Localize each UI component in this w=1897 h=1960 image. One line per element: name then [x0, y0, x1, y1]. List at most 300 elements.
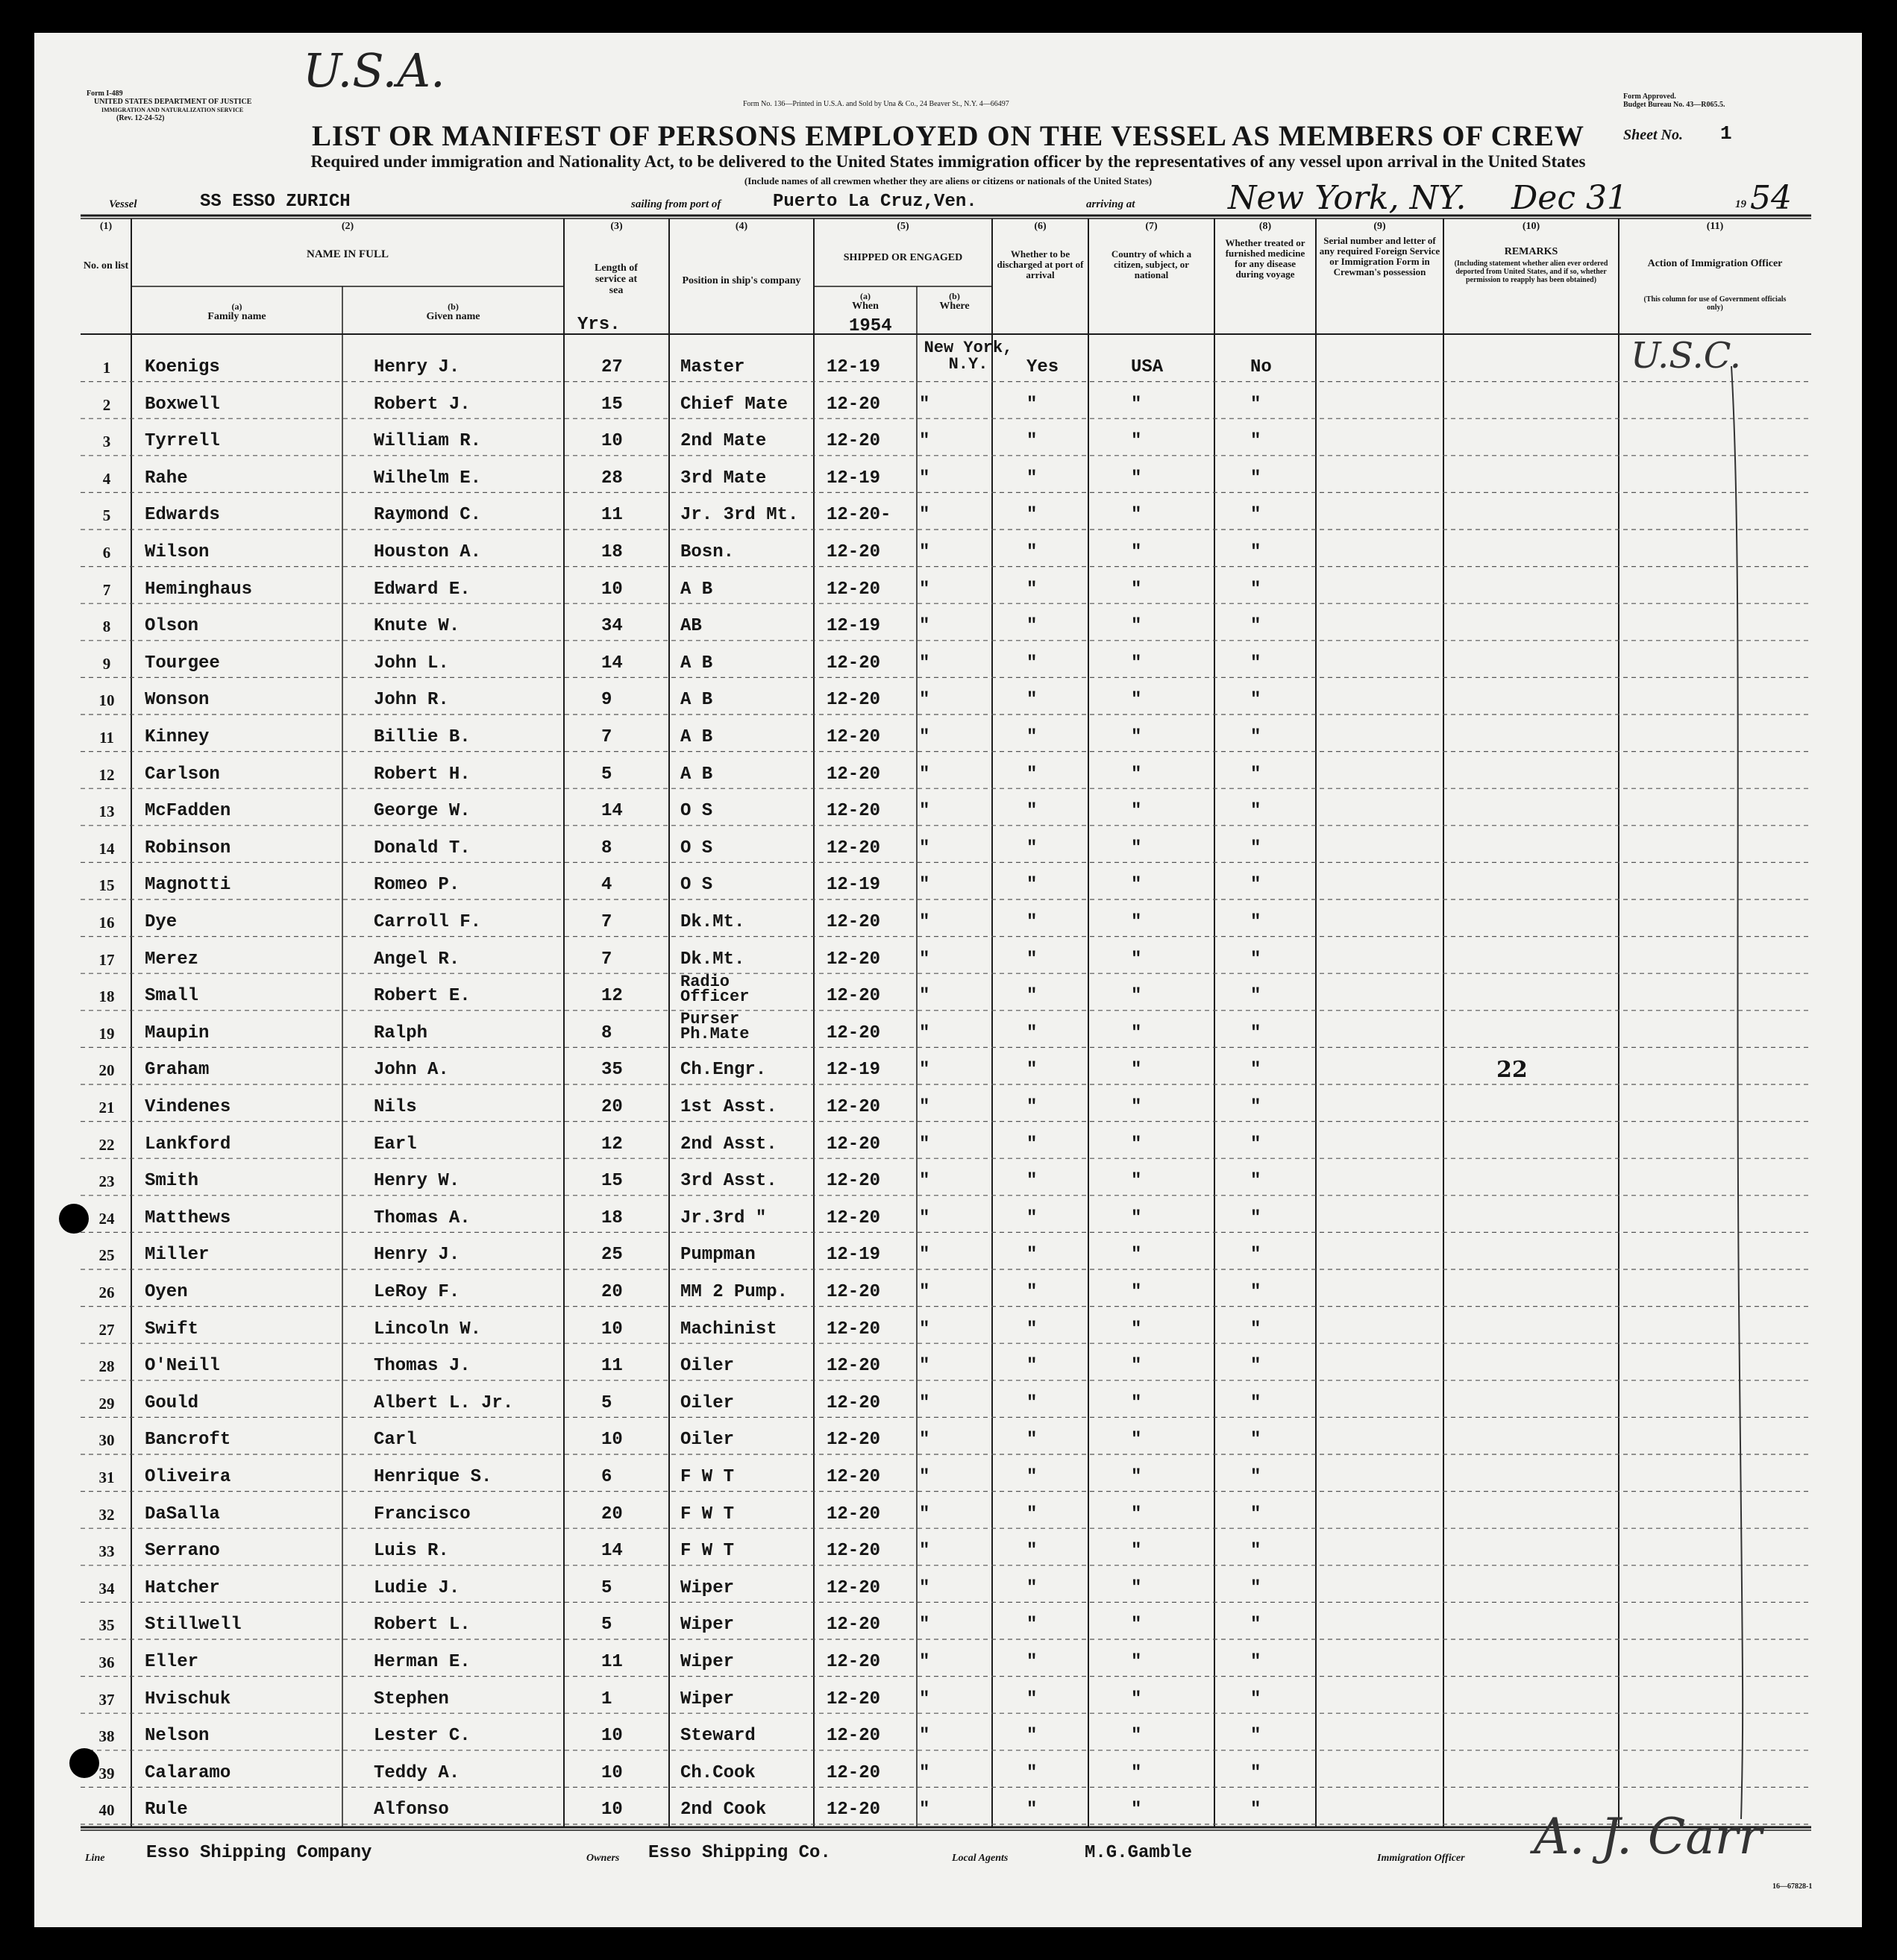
years-of-service: 5	[601, 1615, 612, 1636]
discharged: "	[1026, 690, 1038, 711]
engaged-where: "	[919, 1134, 930, 1155]
treated: "	[1250, 949, 1261, 970]
country: "	[1131, 616, 1142, 637]
row-number: 6	[102, 544, 111, 562]
engaged-where: "	[919, 986, 930, 1007]
treated: "	[1250, 875, 1261, 896]
engaged-date: 12-20	[827, 542, 881, 562]
year-value: 54	[1750, 179, 1792, 217]
years-of-service: 11	[601, 505, 623, 526]
shipped-header: SHIPPED OR ENGAGED	[843, 252, 963, 263]
form-revision: (Rev. 12-24-52)	[116, 114, 165, 122]
discharged: "	[1026, 653, 1038, 673]
discharged: "	[1026, 1726, 1038, 1747]
row-number: 24	[98, 1209, 115, 1228]
treated: "	[1250, 764, 1261, 785]
treated: "	[1250, 1800, 1261, 1821]
given-name-header: Given name	[426, 311, 480, 322]
year-prefix: 19	[1735, 198, 1746, 210]
engaged-date: 12-20	[827, 1652, 881, 1672]
discharged: "	[1026, 505, 1038, 526]
engaged-where: "	[919, 1430, 930, 1451]
family-name: Lankford	[145, 1134, 231, 1155]
engaged-where: "	[919, 801, 930, 822]
years-of-service: 10	[601, 1762, 623, 1783]
discharged: "	[1026, 1134, 1038, 1155]
position: Jr.3rd "	[680, 1207, 767, 1228]
position: Oiler	[680, 1430, 735, 1451]
family-name-letter: (a)	[231, 301, 242, 312]
treated: "	[1250, 468, 1261, 489]
position: Master	[680, 357, 745, 377]
discharged: "	[1026, 1060, 1038, 1081]
years-of-service: 10	[601, 1726, 623, 1747]
country: "	[1131, 1577, 1142, 1598]
treated: "	[1250, 1615, 1261, 1636]
years-of-service: 7	[601, 727, 612, 747]
engaged-date: 12-20	[827, 394, 881, 415]
engaged-date: 12-20	[827, 1467, 881, 1487]
given-name: Ludie J.	[374, 1577, 460, 1598]
given-name: Knute W.	[374, 616, 460, 637]
given-name: Henry J.	[374, 357, 460, 377]
row-number: 32	[98, 1505, 115, 1524]
engaged-where: "	[919, 653, 930, 673]
row-number: 21	[98, 1099, 115, 1116]
country: "	[1131, 727, 1142, 747]
treated: "	[1250, 986, 1261, 1007]
discharged: "	[1026, 1207, 1038, 1228]
where-letter: (b)	[949, 291, 960, 301]
treated: "	[1250, 1392, 1261, 1413]
years-of-service: 10	[601, 579, 623, 600]
given-name: John L.	[374, 653, 449, 673]
given-name: Houston A.	[374, 542, 482, 562]
approval-line-1: Form Approved.	[1623, 92, 1676, 101]
years-of-service: 4	[601, 875, 612, 896]
engaged-date: 12-20	[827, 1392, 881, 1413]
row-number: 8	[102, 618, 111, 636]
discharged: "	[1026, 1319, 1038, 1339]
row-number: 26	[98, 1284, 115, 1301]
position: 2nd Asst.	[680, 1134, 777, 1155]
engaged-where: "	[919, 1282, 930, 1302]
punch-hole-upper	[59, 1204, 89, 1234]
years-of-service: 7	[601, 912, 612, 932]
given-name: Carl	[374, 1430, 417, 1451]
given-name-letter: (b)	[448, 301, 459, 312]
engaged-where: "	[919, 1319, 930, 1339]
treated: "	[1250, 1577, 1261, 1598]
remarks-header: REMARKS	[1504, 246, 1558, 257]
col-8-number: (8)	[1258, 221, 1272, 232]
engaged-date: 12-20	[827, 431, 881, 452]
row-number: 33	[98, 1542, 115, 1561]
engaged-where: "	[919, 542, 930, 562]
approval-line-2: Budget Bureau No. 43—R065.5.	[1623, 101, 1725, 109]
years-of-service: 14	[601, 801, 623, 822]
position: Dk.Mt.	[680, 949, 745, 970]
discharged: "	[1026, 764, 1038, 785]
treated: "	[1250, 505, 1261, 526]
treated: "	[1250, 542, 1261, 562]
discharged: "	[1026, 1800, 1038, 1821]
given-name: Lester C.	[374, 1726, 471, 1747]
engaged-date: 12-20	[827, 986, 881, 1007]
engaged-where: "	[919, 394, 930, 415]
family-name: O'Neill	[145, 1356, 220, 1377]
engaged-date: 12-20	[827, 801, 881, 822]
position: O S	[680, 801, 713, 822]
position: Jr. 3rd Mt.	[680, 505, 799, 526]
country: "	[1131, 653, 1142, 673]
family-name: Carlson	[145, 764, 220, 785]
family-name: Edwards	[145, 505, 220, 526]
treated: "	[1250, 1282, 1261, 1302]
given-name: Luis R.	[374, 1541, 449, 1562]
engaged-date: 12-20	[827, 1800, 881, 1821]
years-of-service: 12	[601, 1134, 623, 1155]
family-name: Robinson	[145, 838, 231, 858]
family-name: Small	[145, 986, 199, 1007]
engaged-date: 12-20	[827, 579, 881, 600]
position-header: Position in ship's company	[682, 275, 801, 286]
position: Oiler	[680, 1392, 735, 1413]
family-name: Dye	[145, 912, 178, 932]
discharged: "	[1026, 1392, 1038, 1413]
treated: "	[1250, 1689, 1261, 1709]
family-name: Nelson	[145, 1726, 210, 1747]
family-name: Olson	[145, 616, 199, 637]
family-name: Hatcher	[145, 1577, 220, 1598]
footer-form-code: 16—67828-1	[1772, 1882, 1813, 1891]
position: Bosn.	[680, 542, 735, 562]
row-number: 9	[102, 654, 111, 673]
engaged-date: 12-19	[827, 875, 881, 896]
engaged-where: "	[919, 1652, 930, 1672]
treated: "	[1250, 1467, 1261, 1487]
treated: No	[1250, 357, 1272, 377]
col-4-number: (4)	[735, 221, 748, 232]
given-name: Donald T.	[374, 838, 471, 858]
row-number: 7	[102, 580, 111, 599]
country: "	[1131, 1689, 1142, 1709]
given-name: Robert H.	[374, 764, 471, 785]
years-of-service: 6	[601, 1467, 612, 1487]
years-of-service: 15	[601, 394, 623, 415]
engaged-date: 12-20	[827, 1134, 881, 1155]
position: A B	[680, 690, 713, 711]
row-number: 27	[98, 1320, 115, 1339]
position: Steward	[680, 1726, 756, 1747]
country: "	[1131, 1430, 1142, 1451]
footer-line-label: Line	[85, 1853, 105, 1864]
treated: "	[1250, 1726, 1261, 1747]
col-5-number: (5)	[897, 221, 909, 232]
years-of-service: 9	[601, 690, 612, 711]
country: "	[1131, 1134, 1142, 1155]
engaged-where: "	[919, 1245, 930, 1266]
years-of-service: 27	[601, 357, 623, 377]
years-of-service: 11	[601, 1356, 623, 1377]
engaged-where: "	[919, 838, 930, 858]
position: Wiper	[680, 1615, 735, 1636]
given-name: Angel R.	[374, 949, 460, 970]
remarks-note: (Including statement whether alien ever ordered deported from United States, and if so, whether permission to reapply has been obtained)	[1454, 260, 1608, 284]
engaged-date: 12-20	[827, 727, 881, 747]
country: "	[1131, 1207, 1142, 1228]
years-of-service: 28	[601, 468, 623, 489]
family-name: Gould	[145, 1392, 199, 1413]
engaged-date: 12-20-	[827, 505, 891, 526]
treated: "	[1250, 1245, 1261, 1266]
years-of-service: 14	[601, 1541, 623, 1562]
family-name: Kinney	[145, 727, 210, 747]
years-of-service: 35	[601, 1060, 623, 1081]
given-name: George W.	[374, 801, 471, 822]
family-name: Vindenes	[145, 1097, 231, 1117]
treated: "	[1250, 838, 1261, 858]
discharged: "	[1026, 542, 1038, 562]
country: "	[1131, 1060, 1142, 1081]
arriving-label: arriving at	[1086, 198, 1135, 210]
years-of-service: 20	[601, 1504, 623, 1524]
given-name: Lincoln W.	[374, 1319, 482, 1339]
action-header: Action of Immigration Officer	[1647, 258, 1783, 269]
family-name: Magnotti	[145, 875, 231, 896]
country: "	[1131, 764, 1142, 785]
engaged-date: 12-20	[827, 1726, 881, 1747]
discharged: "	[1026, 431, 1038, 452]
row-number: 39	[98, 1764, 115, 1782]
country: "	[1131, 1282, 1142, 1302]
position: MM 2 Pump.	[680, 1282, 788, 1302]
family-name-header: Family name	[207, 311, 266, 322]
engaged-date: 12-20	[827, 1541, 881, 1562]
years-of-service: 10	[601, 431, 623, 452]
family-name: Swift	[145, 1319, 199, 1339]
country: "	[1131, 1467, 1142, 1487]
given-name: Robert L.	[374, 1615, 471, 1636]
page-subtitle: Required under immigration and Nationality Act, to be delivered to the United States immigration officer by the representatives of any vessel upon arrival in the United States	[310, 152, 1586, 171]
country: "	[1131, 875, 1142, 896]
engaged-date: 12-19	[827, 357, 881, 377]
family-name: Matthews	[145, 1207, 231, 1228]
given-name: Teddy A.	[374, 1762, 460, 1783]
row-number: 11	[99, 729, 114, 747]
country: "	[1131, 579, 1142, 600]
engaged-where: "	[919, 949, 930, 970]
family-name: Rahe	[145, 468, 188, 489]
row-number: 5	[102, 506, 111, 525]
engaged-where: "	[919, 1504, 930, 1524]
position: A B	[680, 579, 713, 600]
treated: "	[1250, 1504, 1261, 1524]
discharged: "	[1026, 727, 1038, 747]
given-name: Henry J.	[374, 1245, 460, 1266]
vessel-name: SS ESSO ZURICH	[200, 192, 351, 212]
when-letter: (a)	[860, 291, 871, 301]
engaged-date: 12-20	[827, 1319, 881, 1339]
engaged-where: "	[919, 690, 930, 711]
discharged: Yes	[1026, 357, 1059, 377]
years-of-service: 14	[601, 653, 623, 673]
given-name: Herman E.	[374, 1652, 471, 1672]
given-name: Robert J.	[374, 394, 471, 415]
arriving-port: New York, NY.	[1228, 179, 1467, 217]
engaged-date: 12-20	[827, 838, 881, 858]
family-name: Miller	[145, 1245, 210, 1266]
length-header: Length of service at sea	[595, 263, 638, 296]
given-name: Ralph	[374, 1023, 428, 1043]
given-name: Henrique S.	[374, 1467, 492, 1487]
years-of-service: 18	[601, 542, 623, 562]
row-number: 34	[98, 1579, 115, 1598]
footer-line-value: Esso Shipping Company	[146, 1843, 372, 1863]
treated: "	[1250, 1356, 1261, 1377]
punch-hole-lower	[69, 1748, 99, 1778]
row-number: 4	[102, 469, 111, 488]
discharged: "	[1026, 1689, 1038, 1709]
position: Wiper	[680, 1689, 735, 1709]
engaged-where: "	[919, 1615, 930, 1636]
row-number: 30	[98, 1431, 115, 1450]
position: Wiper	[680, 1652, 735, 1672]
discharged: "	[1026, 1171, 1038, 1192]
given-name: John R.	[374, 690, 449, 711]
treated: "	[1250, 1652, 1261, 1672]
position: O S	[680, 838, 713, 858]
position: Purser Ph.Mate	[680, 1009, 750, 1043]
position: A B	[680, 653, 713, 673]
position: AB	[680, 616, 702, 637]
discharged: "	[1026, 1615, 1038, 1636]
given-name: Alfonso	[374, 1800, 449, 1821]
years-of-service: 11	[601, 1652, 623, 1672]
years-of-service: 10	[601, 1319, 623, 1339]
position: Oiler	[680, 1356, 735, 1377]
family-name: Hvischuk	[145, 1689, 231, 1709]
given-name: Thomas A.	[374, 1207, 471, 1228]
treated: "	[1250, 579, 1261, 600]
engaged-where: "	[919, 1467, 930, 1487]
form-number: Form I-489	[87, 89, 123, 98]
discharged: "	[1026, 1097, 1038, 1117]
family-name: Koenigs	[145, 357, 220, 377]
printer-note: Form No. 136—Printed in U.S.A. and Sold by Una & Co., 24 Beaver St., N.Y. 4—66497	[743, 100, 1009, 108]
family-name: Maupin	[145, 1023, 210, 1043]
country: "	[1131, 1245, 1142, 1266]
family-name: Rule	[145, 1800, 188, 1821]
engaged-where: "	[919, 468, 930, 489]
position: O S	[680, 875, 713, 896]
serial-header: Serial number and letter of any required Foreign Service or Immigration Form in Crewman's possession	[1319, 235, 1440, 277]
row-number: 23	[98, 1172, 115, 1191]
position: Ch.Cook	[680, 1762, 756, 1783]
given-name: William R.	[374, 431, 482, 452]
given-name: John A.	[374, 1060, 449, 1081]
given-name: Robert E.	[374, 986, 471, 1007]
engaged-where: "	[919, 875, 930, 896]
engaged-date: 12-20	[827, 949, 881, 970]
engaged-where: New York, N.Y.	[924, 339, 1013, 374]
family-name: Tyrrell	[145, 431, 220, 452]
row-number: 17	[98, 950, 115, 969]
years-of-service: 12	[601, 986, 623, 1007]
position: A B	[680, 727, 713, 747]
engaged-where: "	[919, 1097, 930, 1117]
position: Ch.Engr.	[680, 1060, 767, 1081]
engaged-where: "	[919, 431, 930, 452]
given-name: Romeo P.	[374, 875, 460, 896]
given-name: LeRoy F.	[374, 1282, 460, 1302]
family-name: Smith	[145, 1171, 199, 1192]
row-number: 20	[98, 1061, 115, 1080]
row-number: 16	[98, 914, 115, 932]
position: Machinist	[680, 1319, 777, 1339]
row-number: 35	[98, 1616, 115, 1635]
country: USA	[1131, 357, 1164, 377]
row-number: 19	[98, 1024, 115, 1043]
years-of-service: 15	[601, 1171, 623, 1192]
engaged-where: "	[919, 1577, 930, 1598]
position: 1st Asst.	[680, 1097, 777, 1117]
engaged-date: 12-19	[827, 1060, 881, 1081]
discharged: "	[1026, 1245, 1038, 1266]
engaged-where: "	[919, 1541, 930, 1562]
form-department: UNITED STATES DEPARTMENT OF JUSTICE	[94, 98, 252, 106]
position: F W T	[680, 1541, 735, 1562]
row-number: 40	[98, 1801, 115, 1820]
treated: "	[1250, 394, 1261, 415]
years-of-service: 8	[601, 1023, 612, 1043]
country: "	[1131, 1652, 1142, 1672]
engaged-where: "	[919, 579, 930, 600]
given-name: Carroll F.	[374, 912, 482, 932]
family-name: Eller	[145, 1652, 199, 1672]
engaged-where: "	[919, 1392, 930, 1413]
discharged: "	[1026, 616, 1038, 637]
engaged-date: 12-20	[827, 764, 881, 785]
discharged: "	[1026, 838, 1038, 858]
country: "	[1131, 1319, 1142, 1339]
treated: "	[1250, 1207, 1261, 1228]
family-name: Oyen	[145, 1282, 188, 1302]
country: "	[1131, 1726, 1142, 1747]
treated: "	[1250, 1097, 1261, 1117]
years-of-service: 5	[601, 1392, 612, 1413]
family-name: Wilson	[145, 542, 210, 562]
discharged: "	[1026, 1467, 1038, 1487]
col-7-number: (7)	[1145, 221, 1158, 232]
country: "	[1131, 949, 1142, 970]
row-number: 36	[98, 1653, 115, 1671]
country: "	[1131, 431, 1142, 452]
country: "	[1131, 838, 1142, 858]
given-name: Raymond C.	[374, 505, 482, 526]
row-number: 18	[98, 987, 115, 1006]
row-number: 14	[98, 839, 115, 858]
discharged: "	[1026, 1282, 1038, 1302]
discharged: "	[1026, 579, 1038, 600]
family-name: Wonson	[145, 690, 210, 711]
position: Dk.Mt.	[680, 912, 745, 932]
given-name: Wilhelm E.	[374, 468, 482, 489]
engaged-date: 12-20	[827, 1171, 881, 1192]
vessel-label: Vessel	[109, 198, 137, 210]
position: 3rd Mate	[680, 468, 767, 489]
treated: "	[1250, 801, 1261, 822]
